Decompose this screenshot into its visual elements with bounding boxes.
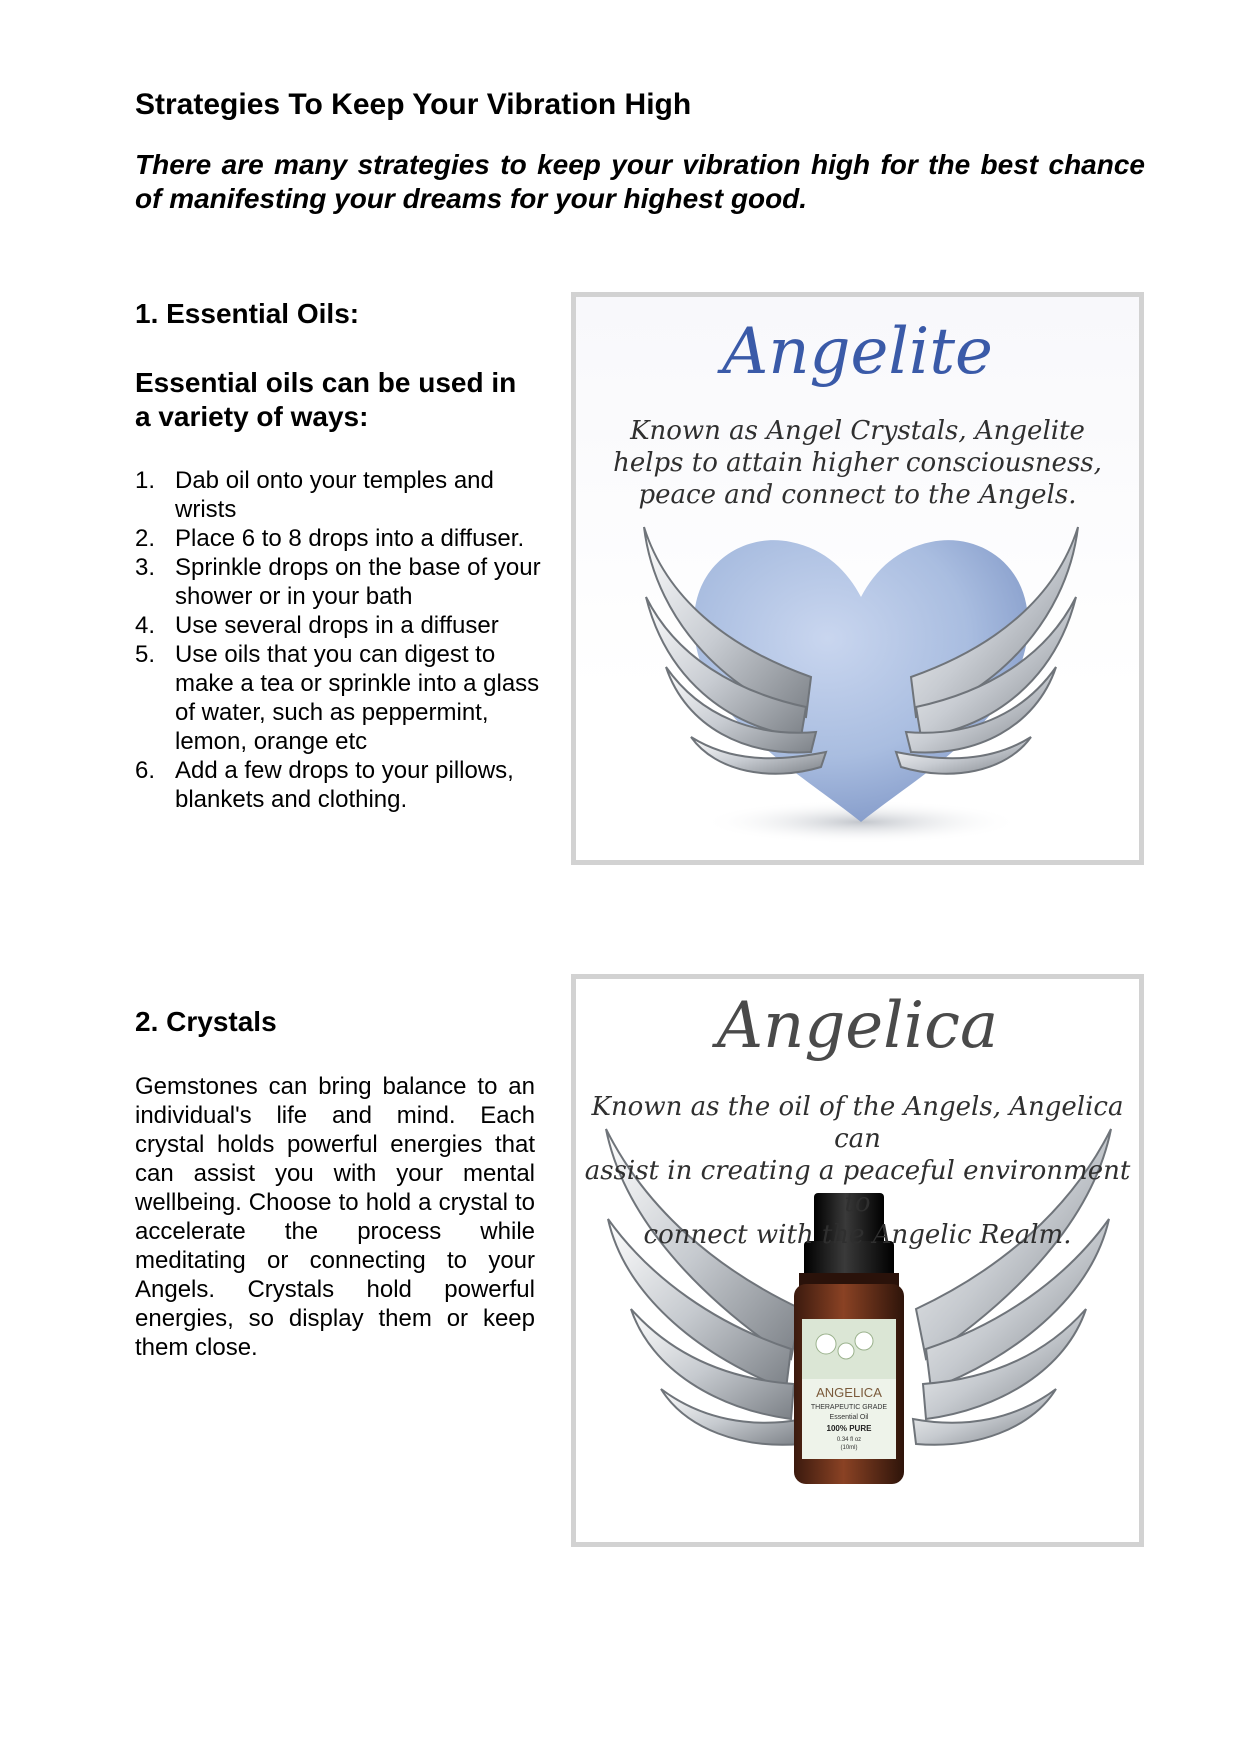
angelite-image — [571, 292, 1144, 865]
list-item — [135, 466, 545, 524]
list-item-text: Use several drops in a diffuser — [175, 612, 499, 639]
list-item-number: 6. — [135, 757, 156, 784]
bottle-label-grade: THERAPEUTIC GRADE — [810, 1404, 888, 1411]
crystals-heading: 2. Crystals — [135, 1006, 277, 1037]
list-item — [135, 611, 545, 640]
caption-line: Known as the oil of the Angels, Angelica can — [591, 1092, 1124, 1154]
essential-oils-subheading: Essential oils can be used in a variety of ways: — [135, 367, 517, 432]
angelica-image — [571, 974, 1144, 1547]
list-item — [135, 640, 545, 756]
intro-paragraph: There are many strategies to keep your vibration high for the best chance of manifesting your dreams for your highest good. — [135, 149, 1145, 214]
bottle-label-ml: (10ml) — [840, 1445, 858, 1451]
list-item-number: 3. — [135, 554, 156, 581]
list-item — [135, 524, 545, 553]
angelica-title: Angelica — [716, 989, 999, 1063]
essential-oils-list — [135, 466, 545, 814]
angelite-caption — [576, 415, 1139, 511]
bottle-label-name: ANGELICA — [816, 1385, 882, 1400]
angelica-caption — [576, 1091, 1139, 1251]
crystals-paragraph: Gemstones can bring balance to an individual's life and mind. Each crystal holds powerful energies that can assist you with your mental wellbeing. Choose to hold a crystal to accelerate the process while meditating or connecting to your Angels. Crystals hold powerful energies, so display them or keep them close. — [135, 1073, 535, 1361]
list-item-text: Place 6 to 8 drops into a diffuser. — [175, 525, 525, 552]
essential-oils-heading: 1. Essential Oils: — [135, 298, 360, 329]
bottle-label-type: Essential Oil — [829, 1414, 869, 1421]
caption-line: Known as Angel Crystals, Angelite — [630, 416, 1085, 446]
list-item-number: 2. — [135, 525, 156, 552]
list-item — [135, 756, 545, 814]
list-item-text: Use oils that you can digest to make a tea or sprinkle into a glass of water, such as peppermint, lemon, orange etc — [175, 641, 540, 755]
page-title: Strategies To Keep Your Vibration High — [135, 88, 692, 121]
angel-wings-oil-bottle-illustration — [576, 979, 1139, 1542]
list-item — [135, 553, 545, 611]
list-item-number: 1. — [135, 467, 156, 494]
list-item-text: Dab oil onto your temples and wrists — [175, 467, 494, 523]
bottle-label-volume: 0.34 fl oz — [836, 1437, 862, 1443]
list-item-text: Add a few drops to your pillows, blankets and clothing. — [175, 757, 514, 813]
list-item-number: 4. — [135, 612, 156, 639]
bottle-label-purity: 100% PURE — [826, 1424, 872, 1433]
list-item-number: 5. — [135, 641, 156, 668]
caption-line: helps to attain higher consciousness, — [613, 448, 1102, 478]
caption-line: connect with the Angelic Realm. — [643, 1220, 1072, 1250]
angelite-title: Angelite — [722, 315, 993, 389]
caption-line: peace and connect to the Angels. — [638, 480, 1077, 510]
list-item-text: Sprinkle drops on the base of your shower or in your bath — [175, 554, 541, 610]
caption-line: assist in creating a peaceful environment to — [584, 1156, 1131, 1218]
